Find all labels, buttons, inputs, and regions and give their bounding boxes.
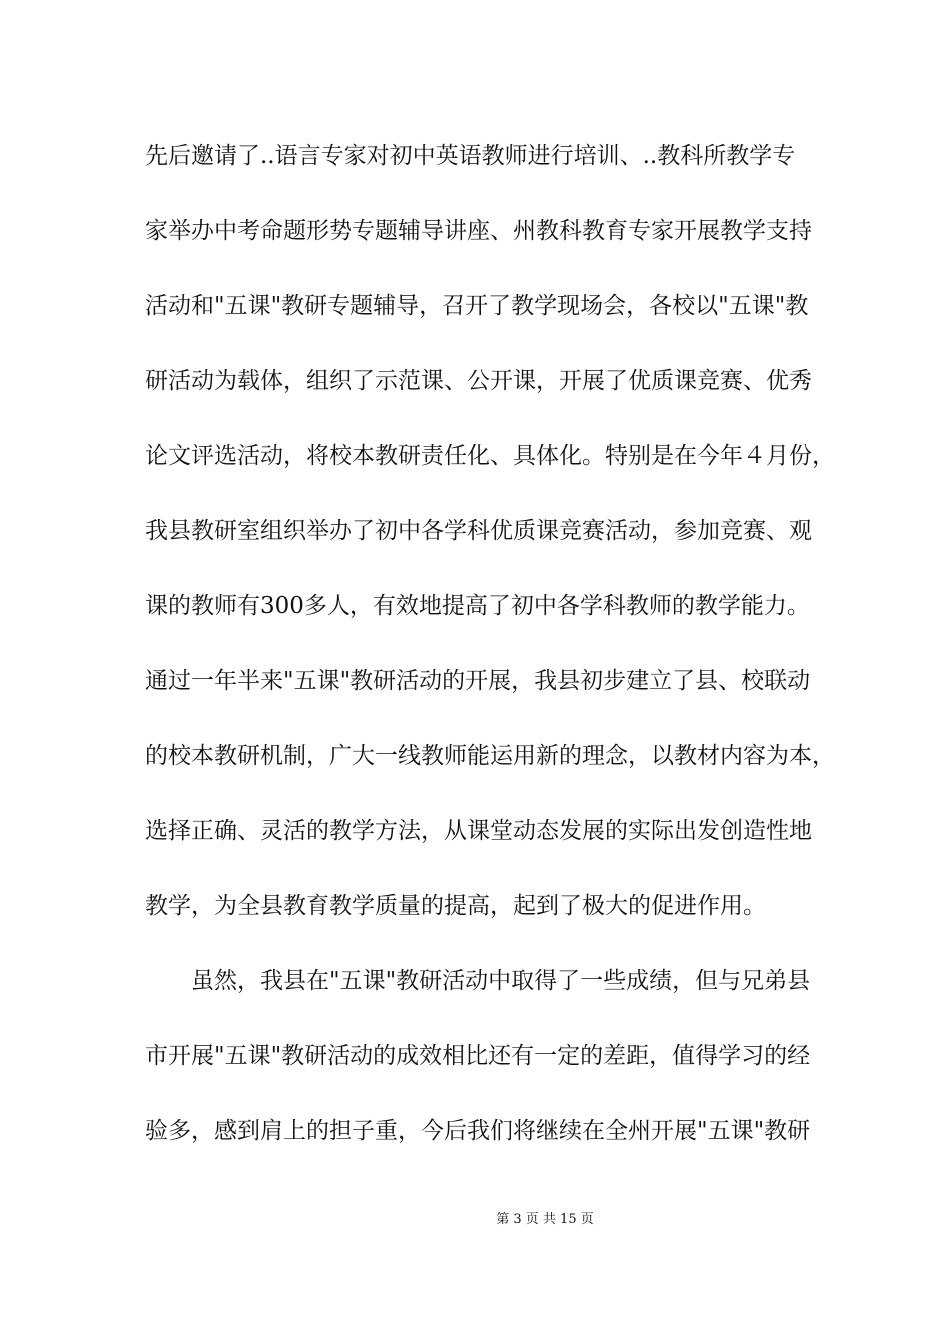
text-line: 市开展"五课"教研活动的成效相比还有一定的差距，值得学习的经 xyxy=(145,1043,811,1069)
text-line: 课的教师有300多人，有效地提高了初中各学科教师的教学能力。 xyxy=(145,593,810,619)
page-footer xyxy=(0,1208,950,1227)
page-number: 第 3 页 共 15 页 xyxy=(496,1212,594,1227)
text-line: 论文评选活动，将校本教研责任化、具体化。特别是在今年４月份， xyxy=(145,443,835,469)
text-line: 家举办中考命题形势专题辅导讲座、州教科教育专家开展教学支持 xyxy=(145,218,812,244)
text-line: 教学，为全县教育教学质量的提高，起到了极大的促进作用。 xyxy=(145,893,766,919)
paragraph-start-line: 虽然，我县在"五课"教研活动中取得了一些成绩，但与兄弟县 xyxy=(191,968,811,994)
body-text xyxy=(145,131,835,1181)
text-line: 的校本教研机制，广大一线教师能运用新的理念，以教材内容为本， xyxy=(145,743,835,769)
text-line: 活动和"五课"教研专题辅导，召开了教学现场会，各校以"五课"教 xyxy=(145,293,809,319)
text-line: 我县教研室组织举办了初中各学科优质课竞赛活动，参加竞赛、观 xyxy=(145,518,812,544)
text-line: 选择正确、灵活的教学方法，从课堂动态发展的实际出发创造性地 xyxy=(145,818,812,844)
text-line: 先后邀请了..语言专家对初中英语教师进行培训、..教科所教学专 xyxy=(145,143,796,169)
text-line: 研活动为载体，组织了示范课、公开课，开展了优质课竞赛、优秀 xyxy=(145,368,812,394)
text-line: 通过一年半来"五课"教研活动的开展，我县初步建立了县、校联动 xyxy=(145,668,811,694)
text-line: 验多，感到肩上的担子重，今后我们将继续在全州开展"五课"教研 xyxy=(145,1118,811,1144)
